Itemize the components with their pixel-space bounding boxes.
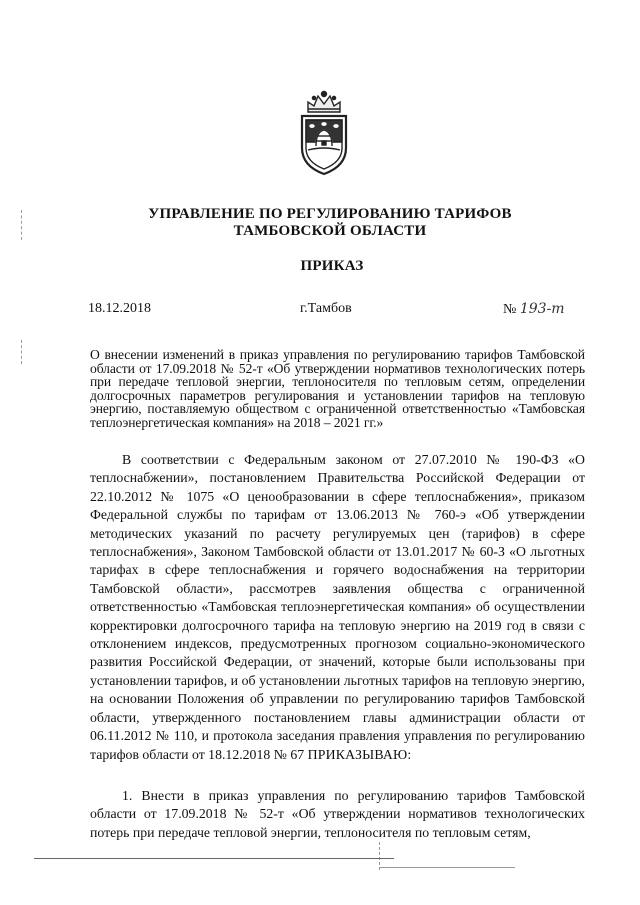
scan-mark bbox=[21, 340, 22, 364]
scan-bottom-line bbox=[380, 867, 515, 868]
preamble-paragraph bbox=[90, 451, 585, 764]
scan-bottom-line bbox=[34, 858, 394, 859]
agency-name-line1: УПРАВЛЕНИЕ ПО РЕГУЛИРОВАНИЮ ТАРИФОВ bbox=[148, 206, 512, 222]
preamble-text: В соответствии с Федеральным законом от 27.07.2010 № 190-ФЗ «О теплоснабжении», постановлением Правительства Российской Федерации от 22.10.2012 № 1075 «О ценообразовании в сфере теплоснабжения», приказом Федеральной службы по тарифам от 13.06.2013 № 760-э «Об утверждении методических указаний по расчету регулируемых цен (тарифов) в сфере теплоснабжения», Законом Тамбовской области от 13.01.2017 № 60-З «О льготных тарифах в сфере теплоснабжения и горячего водоснабжения на территории Тамбовской области», рассмотрев заявления общества с ограниченной ответственностью «Тамбовская теплоэнергетическая компания» об осуществлении корректировки долгосрочного тарифа на тепловую энергию на 2019 год в связи с отклонением индексов, предусмотренных прогнозом социально-экономического развития Российской Федерации, от значений, которые были использованы при установлении тарифов, и об установлении льготных тарифов на тепловую энергию, на основании Положения об управлении по регулированию тарифов Тамбовской области, утвержденного постановлением главы администрации области от 06.11.2012 № 110, и протокола заседания правления управления по регулированию тарифов области от 18.12.2018 № 67 bbox=[90, 452, 585, 762]
document-number bbox=[503, 301, 565, 318]
document-subject: О внесении изменений в приказ управления по регулированию тарифов Тамбовской области от 17.09.2018 № 52-т «Об утверждении нормативов технологических потерь при передаче тепловой энергии, теплоносителя по тепловым сетям, определении долгосрочных параметров регулирования и установлении тарифов на тепловую энергию, поставляемую обществом с ограниченной ответственностью «Тамбовская теплоэнергетическая компания» на 2018 – 2021 гг.» bbox=[90, 347, 585, 430]
clause-1-paragraph: 1. Внести в приказ управления по регулированию тарифов Тамбовской области от 17.09.2018 № 52-т «Об утверждении нормативов технологических потерь при передаче тепловой энергии, теплоносителя по тепловым сетям, bbox=[90, 788, 585, 840]
scan-mark bbox=[21, 210, 22, 240]
handwritten-number: 193-т bbox=[519, 301, 565, 317]
scan-mark bbox=[379, 842, 380, 870]
document-city: г.Тамбов bbox=[300, 301, 352, 316]
agency-name-line2: ТАМБОВСКОЙ ОБЛАСТИ bbox=[233, 223, 427, 239]
order-keyword: ПРИКАЗЫВАЮ: bbox=[307, 746, 412, 762]
tambov-coat-of-arms-icon bbox=[294, 86, 354, 176]
document-date: 18.12.2018 bbox=[88, 301, 151, 316]
number-sign: № bbox=[503, 302, 517, 317]
document-type-title: ПРИКАЗ bbox=[300, 258, 364, 274]
